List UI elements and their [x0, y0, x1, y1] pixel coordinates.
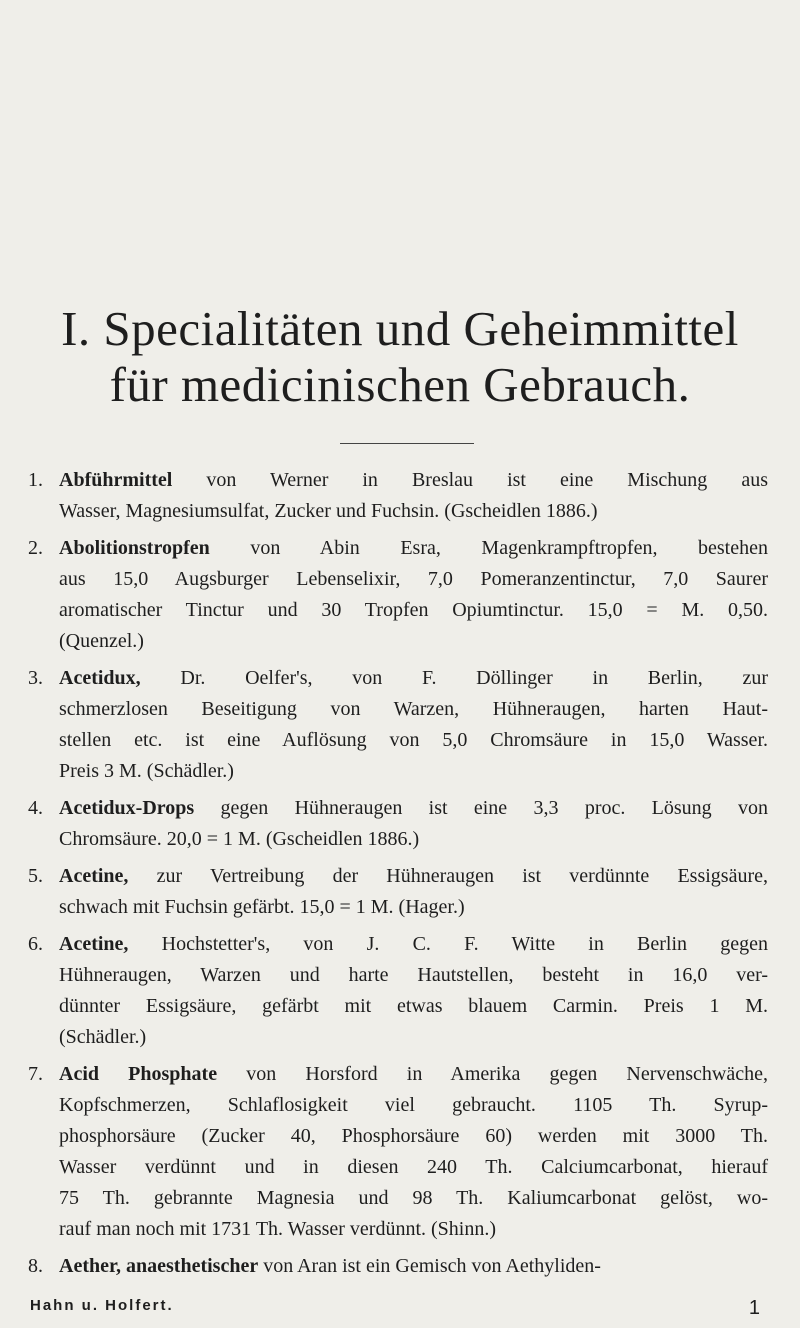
- entry-number: 2.: [28, 537, 43, 559]
- entry-line: [59, 793, 768, 824]
- entry-line: [59, 1152, 768, 1183]
- entry-text: dünnter Essigsäure, gefärbt mit etwas blauem Carmin. Preis 1 M.: [59, 995, 768, 1017]
- entry-term: Abführmittel: [59, 469, 173, 491]
- entry-text: Hühneraugen, Warzen und harte Hautstellen, besteht in 16,0 ver-: [59, 964, 768, 986]
- entry-text: von Aran ist ein Gemisch von Aethyliden-: [258, 1255, 601, 1277]
- entry-term: Acetine,: [59, 865, 129, 887]
- entry-text: (Quenzel.): [59, 630, 144, 652]
- entry-text: Hochstetter's, von J. C. F. Witte in Berlin gegen: [128, 933, 768, 955]
- entry-line: [59, 663, 768, 694]
- entry-line: [59, 1121, 768, 1152]
- entry-text: Chromsäure. 20,0 = 1 M. (Gscheidlen 1886.): [59, 828, 420, 850]
- entry-6: [28, 929, 768, 1053]
- entry-line: [59, 991, 768, 1022]
- chapter-title-line-2: für medicinischen Gebrauch.: [109, 357, 691, 412]
- entry-list: [28, 465, 768, 1288]
- entry-text: zur Vertreibung der Hühneraugen ist verdünnte Essigsäure,: [128, 865, 768, 887]
- entry-text: rauf man noch mit 1731 Th. Wasser verdünnt. (Shinn.): [59, 1218, 497, 1240]
- entry-line: [59, 496, 768, 527]
- entry-5: [28, 861, 768, 923]
- entry-text: Preis 3 M. (Schädler.): [59, 760, 234, 782]
- chapter-title-line-1: I. Specialitäten und Geheimmittel: [61, 301, 739, 356]
- entry-term: Acetidux,: [59, 667, 141, 689]
- entry-term: Abolitionstropfen: [59, 537, 210, 559]
- entry-4: [28, 793, 768, 855]
- page-number: 1: [748, 1297, 760, 1319]
- page-footer: [30, 1297, 770, 1319]
- entry-line: [59, 1059, 768, 1090]
- entry-2: [28, 533, 768, 657]
- entry-text: schwach mit Fuchsin gefärbt. 15,0 = 1 M. (Hager.): [59, 896, 465, 918]
- entry-term: Aether, anaesthetischer: [59, 1255, 259, 1277]
- entry-term: Acetidux-Drops: [59, 797, 195, 819]
- entry-line: [59, 1251, 768, 1282]
- entry-text: von Horsford in Amerika gegen Nervenschwäche,: [217, 1063, 769, 1085]
- entry-line: [59, 626, 768, 657]
- entry-7: [28, 1059, 768, 1245]
- entry-line: [59, 1090, 768, 1121]
- entry-line: [59, 465, 768, 496]
- entry-line: [59, 533, 768, 564]
- entry-text: schmerzlosen Beseitigung von Warzen, Hühneraugen, harten Haut-: [59, 698, 768, 720]
- entry-text: aromatischer Tinctur und 30 Tropfen Opiumtinctur. 15,0 = M. 0,50.: [59, 599, 768, 621]
- entry-number: 8.: [28, 1255, 43, 1277]
- entry-text: gegen Hühneraugen ist eine 3,3 proc. Lösung von: [194, 797, 768, 819]
- entry-number: 7.: [28, 1063, 43, 1085]
- entry-number: 5.: [28, 865, 43, 887]
- entry-8: [28, 1251, 768, 1282]
- entry-line: [59, 564, 768, 595]
- entry-text: stellen etc. ist eine Auflösung von 5,0 Chromsäure in 15,0 Wasser.: [59, 729, 768, 751]
- entry-number: 6.: [28, 933, 43, 955]
- entry-line: [59, 929, 768, 960]
- entry-number: 4.: [28, 797, 43, 819]
- entry-3: [28, 663, 768, 787]
- entry-1: [28, 465, 768, 527]
- entry-line: [59, 725, 768, 756]
- entry-line: [59, 694, 768, 725]
- entry-text: (Schädler.): [59, 1026, 147, 1048]
- entry-term: Acid Phosphate: [59, 1063, 218, 1085]
- entry-text: Kopfschmerzen, Schlaflosigkeit viel gebraucht. 1105 Th. Syrup-: [59, 1094, 768, 1116]
- entry-text: Dr. Oelfer's, von F. Döllinger in Berlin, zur: [140, 667, 768, 689]
- entry-term: Acetine,: [59, 933, 129, 955]
- entry-text: Wasser, Magnesiumsulfat, Zucker und Fuchsin. (Gscheidlen 1886.): [59, 500, 598, 522]
- entry-text: 75 Th. gebrannte Magnesia und 98 Th. Kaliumcarbonat gelöst, wo-: [59, 1187, 768, 1209]
- entry-line: [59, 1183, 768, 1214]
- entry-text: von Abin Esra, Magenkrampftropfen, bestehen: [209, 537, 768, 559]
- entry-number: 1.: [28, 469, 43, 491]
- entry-line: [59, 861, 768, 892]
- entry-text: phosphorsäure (Zucker 40, Phosphorsäure 60) werden mit 3000 Th.: [59, 1125, 768, 1147]
- entry-line: [59, 892, 768, 923]
- entry-line: [59, 756, 768, 787]
- entry-line: [59, 960, 768, 991]
- entry-line: [59, 1214, 768, 1245]
- entry-line: [59, 595, 768, 626]
- entry-number: 3.: [28, 667, 43, 689]
- entry-line: [59, 1022, 768, 1053]
- footer-author: Hahn u. Holfert.: [30, 1297, 174, 1314]
- entry-text: von Werner in Breslau ist eine Mischung aus: [172, 469, 768, 491]
- entry-line: [59, 824, 768, 855]
- entry-text: Wasser verdünnt und in diesen 240 Th. Calciumcarbonat, hierauf: [59, 1156, 768, 1178]
- entry-text: aus 15,0 Augsburger Lebenselixir, 7,0 Pomeranzentinctur, 7,0 Saurer: [59, 568, 768, 590]
- title-divider: [340, 443, 474, 444]
